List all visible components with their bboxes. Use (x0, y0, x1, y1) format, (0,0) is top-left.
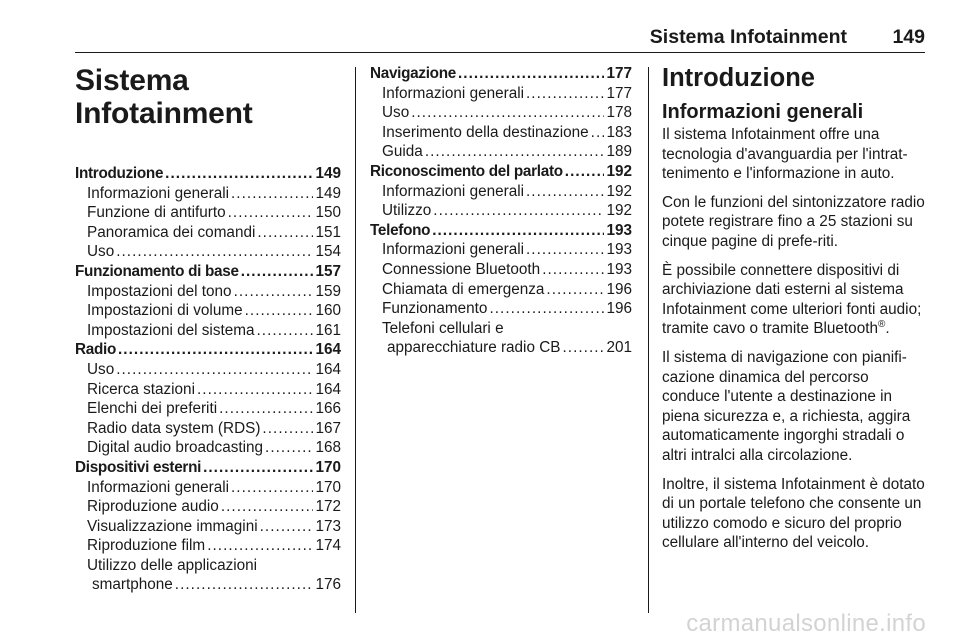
toc-item-label: Connessione Bluetooth (382, 260, 541, 278)
toc-page-number: 149 (315, 184, 341, 202)
toc-item-label: Informazioni generali (382, 182, 524, 200)
toc-leader-dots (197, 380, 314, 400)
toc-leader-dots (203, 458, 313, 478)
toc-leader-dots (262, 419, 313, 439)
toc-item[interactable] (75, 419, 341, 439)
toc-chapter[interactable] (370, 64, 632, 84)
toc-chapter[interactable] (75, 340, 341, 360)
toc-item-label: Panoramica dei comandi (87, 223, 256, 241)
toc-item[interactable] (370, 280, 632, 300)
toc-item[interactable] (75, 184, 341, 204)
toc-item[interactable] (75, 242, 341, 262)
section-title: Introduzione (662, 64, 815, 92)
toc-item-label: Navigazione (370, 65, 456, 82)
toc-item-label: Riproduzione film (87, 537, 206, 555)
trademark-symbol: ® (877, 319, 886, 331)
toc-page-number: 177 (606, 65, 632, 82)
toc-page-number: 172 (315, 498, 341, 516)
toc-chapter[interactable] (75, 262, 341, 282)
toc-chapter[interactable] (370, 221, 632, 241)
toc-leader-dots (546, 280, 604, 300)
toc-item[interactable] (75, 556, 341, 576)
toc-item-label: Inserimento della destinazione (382, 123, 589, 141)
intro-paragraph-2: Con le funzioni del sintonizzatore radio potete registrare fino a 25 stazioni su cinque pagine di prefe-riti. (662, 193, 925, 250)
toc-item-label: Funzionamento di base (75, 262, 239, 280)
toc-item[interactable] (75, 517, 341, 537)
toc-page-number: 192 (606, 182, 632, 200)
toc-chapter[interactable] (75, 164, 341, 184)
toc-leader-dots (231, 478, 313, 498)
toc-page-number: 193 (606, 221, 632, 239)
toc-item-label: Riproduzione audio (87, 498, 219, 516)
toc-page-number: 164 (315, 360, 341, 378)
toc-leader-dots (234, 282, 314, 302)
toc-item[interactable] (370, 240, 632, 260)
intro-column (662, 64, 926, 562)
toc-item-label: Elenchi dei preferiti (87, 400, 218, 418)
toc-page-number: 164 (315, 341, 341, 359)
toc-item[interactable] (75, 478, 341, 498)
toc-leader-dots (542, 260, 604, 280)
intro-paragraph-3-text: È possibile connettere dispositivi di archiviazione dati esterni al sistema Infotainment come ulteriori fonti audio; tramite cavo o tramite Bluetooth (662, 261, 922, 338)
toc-list-1 (75, 164, 341, 595)
toc-item-label: Uso (87, 360, 115, 378)
toc-item[interactable] (75, 399, 341, 419)
toc-leader-dots (265, 438, 313, 458)
column-divider-2 (648, 67, 649, 613)
toc-chapter[interactable] (75, 458, 341, 478)
toc-page-number: 154 (315, 243, 341, 261)
toc-page-number: 193 (606, 260, 632, 278)
toc-item[interactable] (370, 182, 632, 202)
toc-item-label: smartphone (92, 576, 173, 594)
toc-page-number: 178 (606, 104, 632, 122)
toc-page-number: 160 (315, 302, 341, 320)
toc-item-label: Funzione di antifurto (87, 204, 226, 222)
toc-leader-dots (526, 84, 604, 104)
toc-item[interactable] (370, 201, 632, 221)
toc-item-label: Chiamata di emergenza (382, 280, 545, 298)
toc-leader-dots (228, 203, 314, 223)
toc-item[interactable] (75, 223, 341, 243)
toc-page-number: 170 (315, 458, 341, 476)
toc-item[interactable] (370, 103, 632, 123)
intro-paragraph-1: Il sistema Infotainment offre una tecnologia d'avanguardia per l'intrat-tenimento e l'informazione in auto. (662, 126, 908, 183)
toc-page-number: 193 (606, 241, 632, 259)
toc-leader-dots (260, 517, 314, 537)
toc-item[interactable] (75, 438, 341, 458)
toc-page-number: 189 (606, 143, 632, 161)
toc-item[interactable] (75, 497, 341, 517)
toc-item-label: Dispositivi esterni (75, 458, 202, 476)
toc-item-continuation[interactable] (370, 338, 632, 358)
running-head (75, 0, 925, 53)
toc-leader-dots (241, 262, 314, 282)
toc-leader-dots (432, 221, 604, 241)
toc-item[interactable] (370, 123, 632, 143)
watermark: carmanualsonline.info (686, 610, 926, 637)
toc-leader-dots (245, 301, 314, 321)
toc-page-number: 196 (606, 300, 632, 318)
toc-leader-dots (526, 240, 604, 260)
toc-leader-dots (257, 321, 314, 341)
toc-leader-dots (411, 103, 604, 123)
toc-item[interactable] (370, 299, 632, 319)
toc-leader-dots (526, 182, 604, 202)
toc-item-label: Utilizzo (382, 202, 432, 220)
toc-item-label: Uso (382, 104, 410, 122)
toc-item[interactable] (370, 319, 632, 339)
toc-leader-dots (165, 164, 313, 184)
toc-page-number: 157 (315, 262, 341, 280)
toc-leader-dots (231, 184, 313, 204)
toc-column-1 (75, 64, 341, 595)
toc-leader-dots (118, 340, 313, 360)
toc-page-number: 173 (315, 517, 341, 535)
toc-leader-dots (591, 123, 605, 143)
toc-page-number: 164 (315, 380, 341, 398)
toc-item[interactable] (75, 203, 341, 223)
toc-page-number: 150 (315, 204, 341, 222)
chapter-title-line-2: Infotainment (75, 97, 253, 130)
toc-leader-dots (458, 64, 605, 84)
toc-page-number: 192 (606, 162, 632, 180)
toc-item-label: Visualizzazione immagini (87, 517, 258, 535)
toc-item-label: Digital audio broadcasting (87, 439, 264, 457)
intro-paragraph-3-end: . (885, 320, 890, 338)
toc-item-label: Impostazioni del tono (87, 282, 232, 300)
toc-leader-dots (116, 360, 313, 380)
toc-page-number: 192 (606, 202, 632, 220)
toc-item-label: Guida (382, 143, 423, 161)
toc-page-number: 149 (315, 165, 341, 182)
subsection-title: Informazioni generali (662, 101, 864, 123)
toc-page-number: 159 (315, 282, 341, 300)
toc-item[interactable] (370, 260, 632, 280)
toc-item-continuation[interactable] (75, 575, 341, 595)
toc-page-number: 161 (315, 321, 341, 339)
toc-page-number: 176 (315, 576, 341, 594)
toc-item-label: Informazioni generali (87, 184, 229, 202)
toc-page-number: 177 (606, 84, 632, 102)
toc-leader-dots (221, 497, 314, 517)
running-head-title: Sistema Infotainment (649, 26, 847, 48)
toc-column-2 (370, 64, 632, 358)
column-divider-1 (355, 67, 356, 613)
intro-paragraph-5: Inoltre, il sistema Infotainment è dotato di un portale telefono che consente un utilizzo comodo e sicuro del proprio cellulare all'interno del veicolo. (662, 475, 925, 552)
toc-item-label: Telefoni cellulari e (382, 319, 504, 337)
toc-list-2 (370, 64, 632, 358)
intro-paragraph-4: Il sistema di navigazione con pianifi-cazione dinamica del percorso conduce l'utente a destinazione in piena sicurezza e, a richiesta, aggira automaticamente ingorghi stradali o altri intralci alla circolazione. (662, 348, 911, 464)
toc-page-number: 167 (315, 419, 341, 437)
toc-leader-dots (116, 242, 313, 262)
toc-page-number: 168 (315, 439, 341, 457)
toc-leader-dots (207, 536, 313, 556)
toc-leader-dots (175, 575, 314, 595)
toc-leader-dots (565, 162, 605, 182)
toc-item-label: Informazioni generali (382, 241, 524, 259)
toc-item-label: Funzionamento (382, 300, 488, 318)
chapter-title-line-1: Sistema (75, 64, 189, 97)
toc-item-label: Introduzione (75, 165, 164, 182)
intro-paragraph-3 (662, 261, 926, 339)
toc-leader-dots (562, 338, 604, 358)
toc-item[interactable] (370, 84, 632, 104)
toc-item-label: Impostazioni di volume (87, 302, 243, 320)
toc-item-label: apparecchiature radio CB (387, 339, 561, 357)
chapter-title (75, 64, 341, 130)
toc-chapter[interactable] (370, 162, 632, 182)
toc-leader-dots (489, 299, 604, 319)
toc-item-label: Utilizzo delle applicazioni (87, 556, 258, 574)
toc-page-number: 174 (315, 537, 341, 555)
toc-item-label: Uso (87, 243, 115, 261)
toc-item[interactable] (75, 380, 341, 400)
toc-item-label: Radio data system (RDS) (87, 419, 261, 437)
toc-page-number: 170 (315, 478, 341, 496)
toc-page-number: 196 (606, 280, 632, 298)
toc-page-number: 201 (606, 339, 632, 357)
toc-item-label: Riconoscimento del parlato (370, 162, 563, 180)
toc-item-label: Informazioni generali (382, 84, 524, 102)
toc-item-label: Impostazioni del sistema (87, 321, 255, 339)
toc-item[interactable] (75, 301, 341, 321)
toc-item-label: Ricerca stazioni (87, 380, 195, 398)
toc-leader-dots (257, 223, 313, 243)
toc-page-number: 183 (606, 123, 632, 141)
toc-item[interactable] (75, 321, 341, 341)
toc-item[interactable] (75, 360, 341, 380)
toc-item[interactable] (75, 536, 341, 556)
toc-page-number: 151 (315, 223, 341, 241)
toc-item-label: Informazioni generali (87, 478, 229, 496)
toc-leader-dots (433, 201, 604, 221)
toc-item[interactable] (370, 142, 632, 162)
toc-page-number: 166 (315, 400, 341, 418)
page-number: 149 (892, 26, 925, 48)
toc-item[interactable] (75, 282, 341, 302)
toc-item-label: Telefono (370, 221, 431, 239)
toc-item-label: Radio (75, 341, 116, 359)
toc-leader-dots (425, 142, 605, 162)
toc-leader-dots (219, 399, 313, 419)
